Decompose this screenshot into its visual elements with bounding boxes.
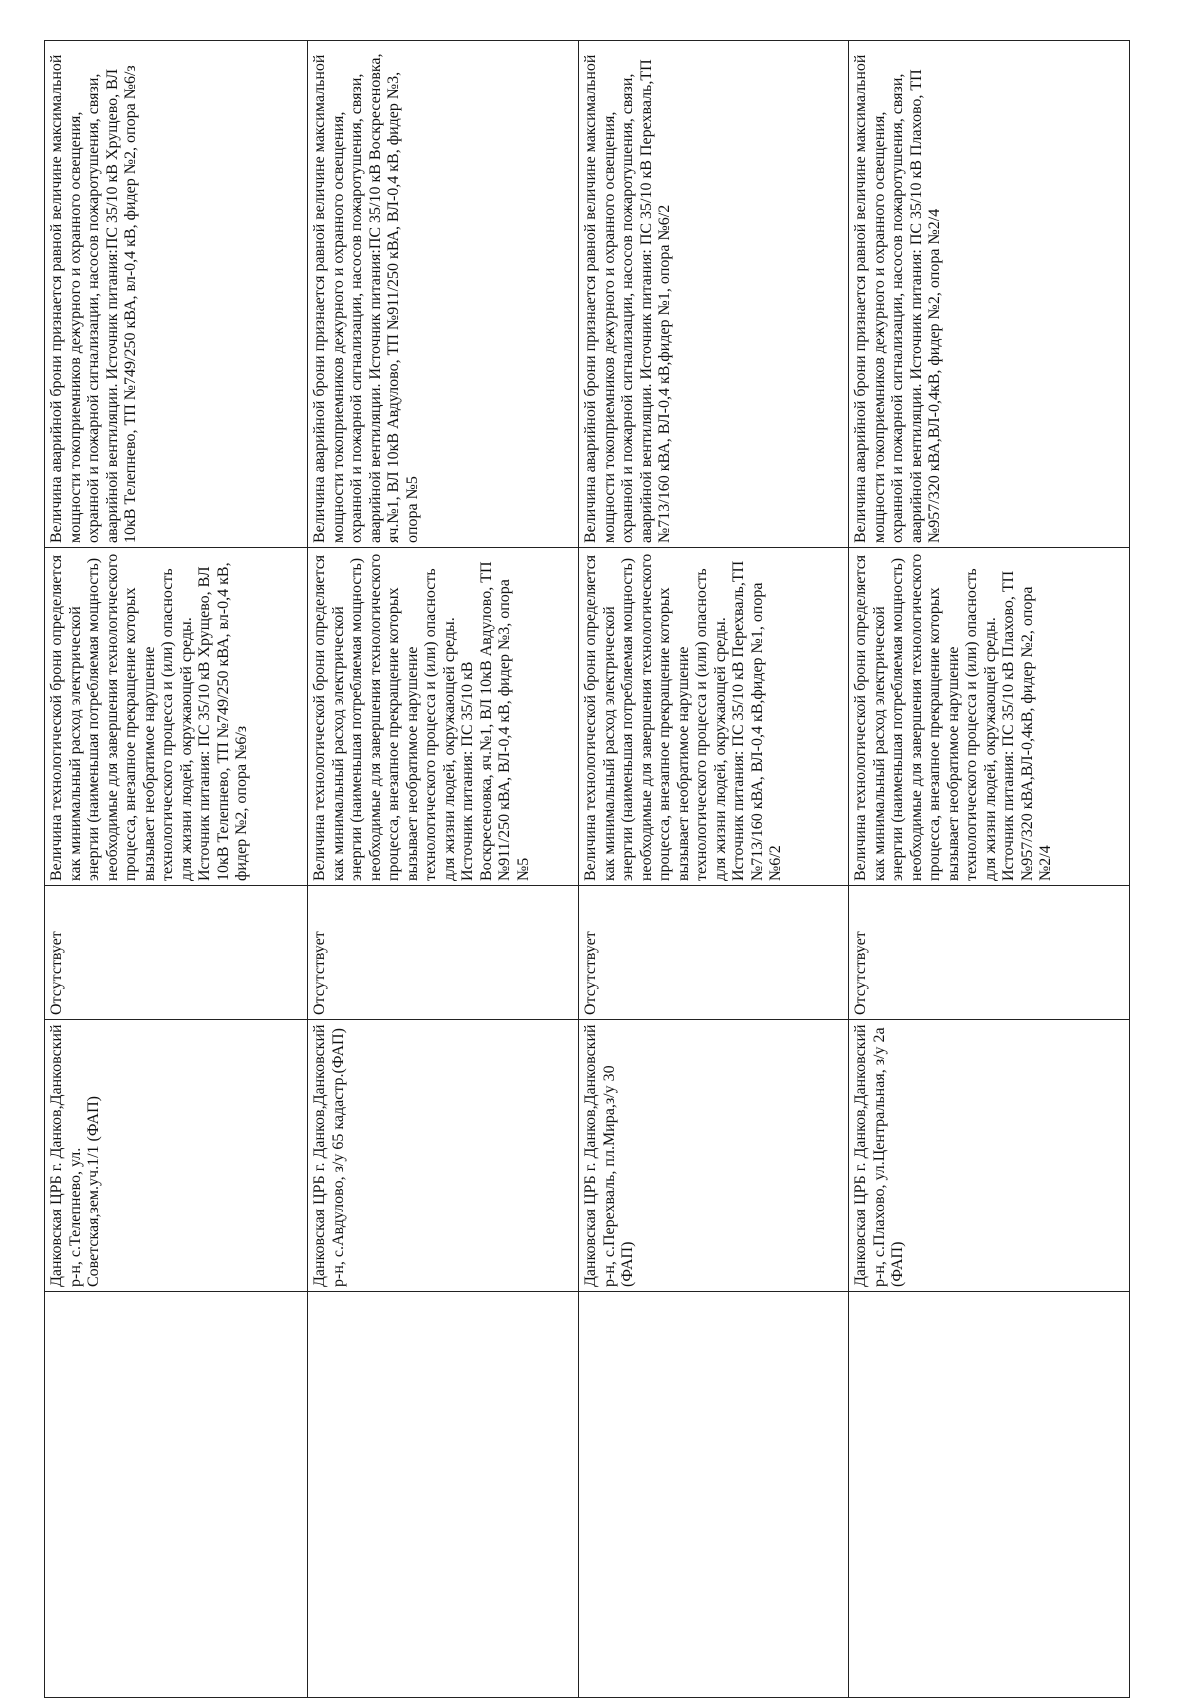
category-cell xyxy=(308,886,579,1020)
empty-cell xyxy=(308,1292,579,1698)
emergency-reserve-text: Величина аварийной брони признается равной величине максимальной мощности токоприемников дежурного и охранного освещения, охранной и пожарной сигнализации, насосов пожаротушения, связи, аварийной вентиляции. Источник питания:ПС 35/10 кВ Хрущево, ВЛ 10кВ Телепнево, ТП №749/250 кВА, вл-0,4 кВ, фидер №2, опора №6/з xyxy=(48,54,139,543)
table-row xyxy=(308,41,579,1698)
address-text: Данковская ЦРБ г. Данков,Данковский р-н, с.Авдулово, з/у 65 кадастр.(ФАП) xyxy=(311,1024,347,1287)
tech-reserve-text: Величина технологической брони определяется как минимальный расход электрической энергии (наименьшая потребляемая мощность) необходимые для завершения технологического процесса, внезапное прекращение которых вызывает необратимое нарушение технологического процесса и (или) опасность для жизни людей, окружающей среды. Источник питания: ПС 35/10 кВ Хрущево, ВЛ 10кВ Телепнево, ТП №749/250 кВА, вл-0,4 кВ, фидер №2, опора №6/з xyxy=(48,553,250,881)
category-text: Отсутствует xyxy=(48,931,65,1015)
table-row xyxy=(579,41,849,1698)
address-cell xyxy=(45,1020,308,1292)
tech-reserve-text: Величина технологической брони определяется как минимальный расход электрической энергии (наименьшая потребляемая мощность) необходимые для завершения технологического процесса, внезапное прекращение которых вызывает необратимое нарушение технологического процесса и (или) опасность для жизни людей, окружающей среды. Источник питания: ПС 35/10 кВ Плахово, ТП №957/320 кВА,ВЛ-0,4кВ, фидер №2, опора №2/4 xyxy=(852,553,1054,881)
category-text: Отсутствует xyxy=(311,931,328,1015)
address-cell xyxy=(579,1020,849,1292)
tech-reserve-cell xyxy=(45,548,308,886)
rotated-table-container xyxy=(44,41,1129,1698)
tech-reserve-cell xyxy=(579,548,849,886)
table-row xyxy=(849,41,1130,1698)
category-cell xyxy=(849,886,1130,1020)
emergency-reserve-cell xyxy=(849,41,1130,548)
address-text: Данковская ЦРБ г. Данков,Данковский р-н, с.Телепнево, ул. Советская,зем.уч.1/1 (ФАП) xyxy=(48,1024,102,1287)
category-cell xyxy=(45,886,308,1020)
emergency-reserve-cell xyxy=(308,41,579,548)
power-reserve-table xyxy=(44,40,1130,1698)
address-text: Данковская ЦРБ г. Данков,Данковский р-н, с.Перехваль, пл.Мира,з/у 30 (ФАП) xyxy=(582,1024,636,1287)
emergency-reserve-cell xyxy=(45,41,308,548)
address-text: Данковская ЦРБ г. Данков,Данковский р-н, с.Плахово, ул.Центральная, з/у 2а (ФАП) xyxy=(852,1024,906,1287)
address-cell xyxy=(849,1020,1130,1292)
address-cell xyxy=(308,1020,579,1292)
emergency-reserve-cell xyxy=(579,41,849,548)
category-text: Отсутствует xyxy=(582,931,599,1015)
emergency-reserve-text: Величина аварийной брони признается равной величине максимальной мощности токоприемников дежурного и охранного освещения, охранной и пожарной сигнализации, насосов пожаротушения, связи, аварийной вентиляции. Источник питания: ПС 35/10 кВ Плахово, ТП №957/320 кВА,ВЛ-0,4кВ, фидер №2, опора №2/4 xyxy=(852,54,943,543)
empty-cell xyxy=(849,1292,1130,1698)
tech-reserve-cell xyxy=(308,548,579,886)
emergency-reserve-text: Величина аварийной брони признается равной величине максимальной мощности токоприемников дежурного и охранного освещения, охранной и пожарной сигнализации, насосов пожаротушения, связи, аварийной вентиляции. Источник питания: ПС 35/10 кВ Перехваль,ТП №713/160 кВА, ВЛ-0,4 кВ,фидер №1, опора №6/2 xyxy=(582,54,673,543)
tech-reserve-cell xyxy=(849,548,1130,886)
emergency-reserve-text: Величина аварийной брони признается равной величине максимальной мощности токоприемников дежурного и охранного освещения, охранной и пожарной сигнализации, насосов пожаротушения, связи, аварийной вентиляции. Источник питания:ПС 35/10 кВ Воскресеновка, яч.№1, ВЛ 10кВ Авдулово, ТП №911/250 кВА, ВЛ-0,4 кВ, фидер №3, опора №5 xyxy=(311,53,421,543)
tech-reserve-text: Величина технологической брони определяется как минимальный расход электрической энергии (наименьшая потребляемая мощность) необходимые для завершения технологического процесса, внезапное прекращение которых вызывает необратимое нарушение технологического процесса и (или) опасность для жизни людей, окружающей среды. Источник питания: ПС 35/10 кВ Воскресеновка, яч.№1, ВЛ 10кВ Авдулово, ТП №911/250 кВА, ВЛ-0,4 кВ, фидер №3, опора №5 xyxy=(311,553,532,881)
empty-cell xyxy=(579,1292,849,1698)
empty-cell xyxy=(45,1292,308,1698)
tech-reserve-text: Величина технологической брони определяется как минимальный расход электрической энергии (наименьшая потребляемая мощность) необходимые для завершения технологического процесса, внезапное прекращение которых вызывает необратимое нарушение технологического процесса и (или) опасность для жизни людей, окружающей среды. Источник питания: ПС 35/10 кВ Перехваль,ТП №713/160 кВА, ВЛ-0,4 кВ,фидер №1, опора №6/2 xyxy=(582,553,784,881)
category-cell xyxy=(579,886,849,1020)
category-text: Отсутствует xyxy=(852,931,869,1015)
table-row xyxy=(45,41,308,1698)
